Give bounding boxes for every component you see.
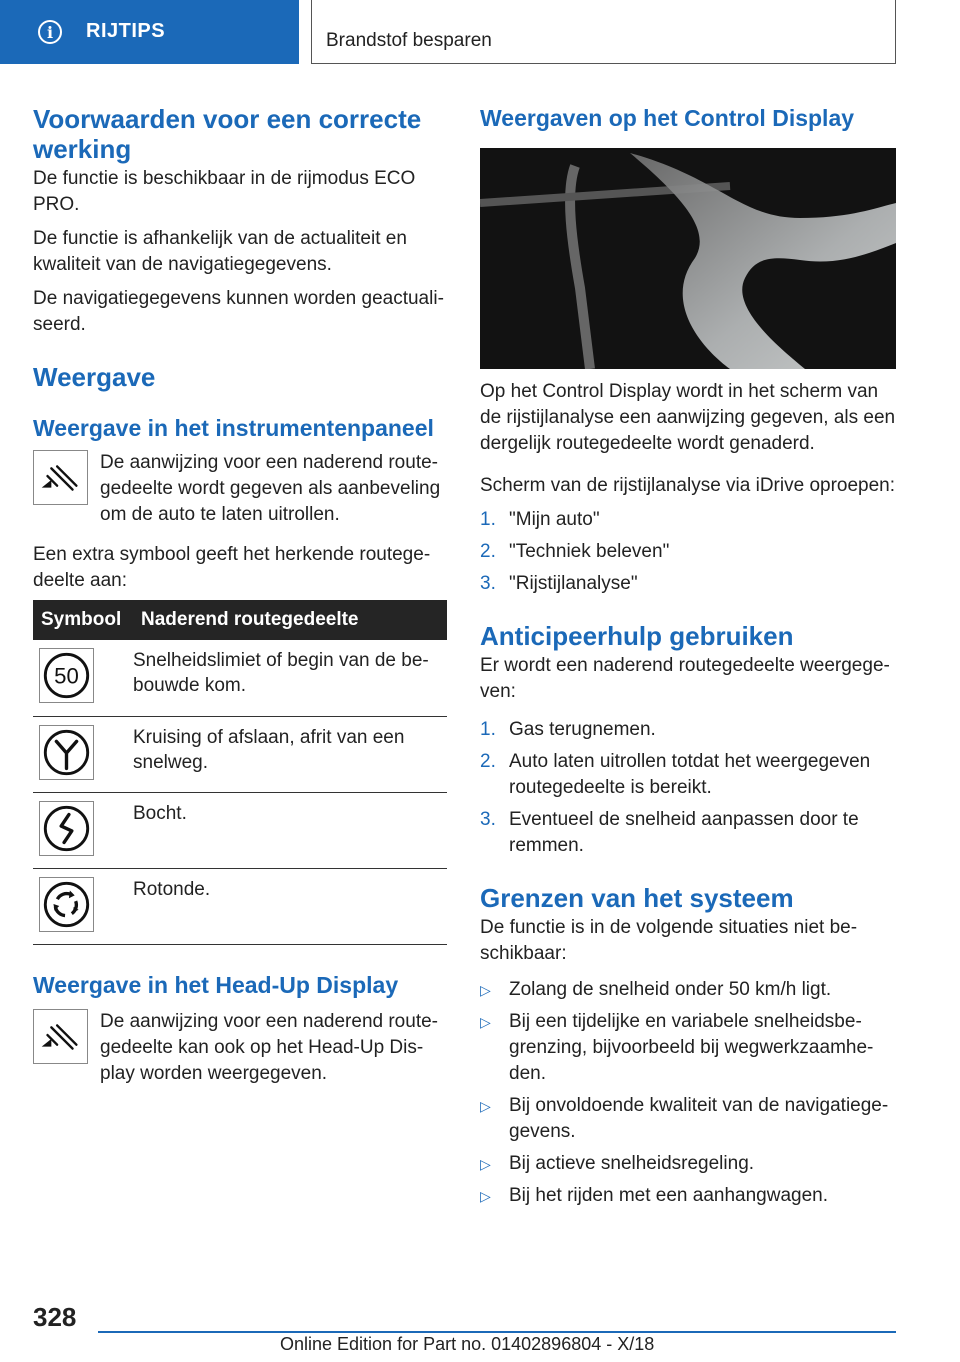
table-cell-text: Rotonde.	[133, 868, 447, 944]
bullet-text: Bij een tijdelijke en variabele snelheidsbegrenzing, bijvoorbeeld bij wegwerkzaamheden.	[509, 1011, 874, 1084]
list-item	[480, 717, 896, 743]
symbol-table	[33, 600, 447, 945]
table-cell-text: Snelheidslimiet of begin van de bebouwde kom.	[133, 640, 447, 716]
section-tab	[0, 0, 299, 64]
list-item	[480, 1151, 896, 1177]
bullet-triangle-icon: ▷	[480, 982, 491, 998]
list-item	[480, 539, 896, 565]
step-number: 3.	[480, 573, 496, 594]
step-text: Eventueel de snelheid aanpassen door te remmen.	[509, 809, 859, 856]
bullet-text: Bij actieve snelheidsregeling.	[509, 1153, 755, 1174]
page-number: 328	[33, 1302, 77, 1332]
coasting-icon	[33, 450, 88, 505]
table-header-routegedeelte: Naderend routegedeelte	[141, 609, 359, 630]
table-cell-symbol	[33, 640, 133, 716]
heading-weergave: Weergave	[33, 362, 156, 392]
right-column	[480, 100, 896, 1209]
list-item	[480, 807, 896, 859]
table-header-symbool: Symbool	[41, 609, 122, 630]
coasting-icon	[33, 1009, 88, 1064]
paragraph-scherm-oproepen: Scherm van de rijstijlanalyse via iDrive oproepen:	[480, 475, 896, 496]
instrument-note	[33, 450, 447, 528]
step-text: "Techniek beleven"	[509, 541, 670, 562]
table-row	[33, 716, 447, 792]
paragraph-anticipeerhulp: Er wordt een naderend routegedeelte weergegeven:	[480, 655, 890, 702]
junction-icon	[39, 725, 94, 780]
table-row	[33, 792, 447, 868]
bullet-triangle-icon: ▷	[480, 1188, 491, 1204]
heading-control-display: Weergaven op het Control Display	[480, 105, 855, 131]
bullet-triangle-icon: ▷	[480, 1156, 491, 1172]
bullet-triangle-icon: ▷	[480, 1098, 491, 1114]
heading-head-up-display: Weergave in het Head-Up Display	[33, 971, 399, 998]
speed-limit-value: 50	[54, 663, 79, 689]
step-number: 1.	[480, 509, 496, 530]
list-item	[480, 977, 896, 1003]
roundabout-icon	[39, 877, 94, 932]
control-display-image	[480, 148, 896, 369]
paragraph-afhankelijk: De functie is afhankelijk van de actualiteit en kwaliteit van de navigatiegegevens.	[33, 228, 407, 275]
instrument-text: De aanwijzing voor een naderend routegedeelte wordt gegeven als aanbeveling om de auto te laten uitrollen.	[100, 452, 441, 525]
step-number: 2.	[480, 541, 496, 562]
bullet-text: Bij het rijden met een aanhangwagen.	[509, 1185, 829, 1206]
paragraph-geactualiseerd: De navigatiegegevens kunnen worden geactualiseerd.	[33, 288, 444, 335]
section-name: RIJTIPS	[86, 20, 166, 42]
table-cell-symbol	[33, 868, 133, 944]
hud-note	[33, 1009, 447, 1087]
step-number: 2.	[480, 751, 496, 772]
footer-edition: Online Edition for Part no. 01402896804 - X/18	[280, 1334, 655, 1354]
list-item	[480, 749, 896, 801]
list-item	[480, 507, 896, 533]
chapter-header	[311, 0, 896, 64]
footer-divider	[98, 1331, 896, 1333]
table-row	[33, 640, 447, 716]
paragraph-control-display: Op het Control Display wordt in het scherm van de rijstijlanalyse een aanwijzing gegeven, als een dergelijk routegedeelte wordt genaderd.	[480, 381, 896, 454]
table-cell-text: Bocht.	[133, 792, 447, 868]
info-icon: i	[38, 20, 62, 44]
heading-voorwaarden: Voorwaarden voor een correcte werking	[33, 104, 422, 164]
list-item	[480, 1183, 896, 1209]
table-header-row	[33, 600, 447, 640]
paragraph-grenzen: De functie is in de volgende situaties niet beschikbaar:	[480, 917, 858, 964]
chapter-title: Brandstof besparen	[326, 30, 492, 51]
list-item	[480, 571, 896, 597]
bullet-triangle-icon: ▷	[480, 1014, 491, 1030]
step-text: "Mijn auto"	[509, 509, 600, 530]
curve-icon	[39, 801, 94, 856]
table-cell-symbol	[33, 792, 133, 868]
step-text: Gas terugnemen.	[509, 719, 656, 740]
paragraph-extra-symbool: Een extra symbool geeft het herkende routegedeelte aan:	[33, 544, 431, 591]
step-number: 3.	[480, 809, 496, 830]
left-column	[33, 100, 447, 1087]
limitations-list	[480, 977, 896, 1209]
hud-text: De aanwijzing voor een naderend routegedeelte kan ook op het Head-Up Display worden weergegeven.	[100, 1010, 438, 1084]
list-item	[480, 1009, 896, 1087]
table-cell-text: Kruising of afslaan, afrit van een snelweg.	[133, 716, 447, 792]
table-cell-symbol	[33, 716, 133, 792]
step-text: "Rijstijlanalyse"	[509, 573, 638, 594]
speed-limit-50-icon	[39, 648, 94, 703]
heading-grenzen: Grenzen van het systeem	[480, 883, 794, 913]
heading-anticipeerhulp: Anticipeerhulp gebruiken	[480, 621, 794, 651]
bullet-text: Bij onvoldoende kwaliteit van de navigatiegegevens.	[509, 1095, 889, 1142]
step-text: Auto laten uitrollen totdat het weergegeven routegedeelte is bereikt.	[509, 751, 871, 798]
heading-instrumentenpaneel: Weergave in het instrumentenpaneel	[33, 415, 434, 441]
idrive-steps	[480, 507, 896, 597]
bullet-text: Zolang de snelheid onder 50 km/h ligt.	[509, 979, 832, 1000]
paragraph-eco-pro: De functie is beschikbaar in de rijmodus ECO PRO.	[33, 168, 416, 215]
anticipeer-steps	[480, 717, 896, 859]
table-row	[33, 868, 447, 944]
list-item	[480, 1093, 896, 1145]
step-number: 1.	[480, 719, 496, 740]
